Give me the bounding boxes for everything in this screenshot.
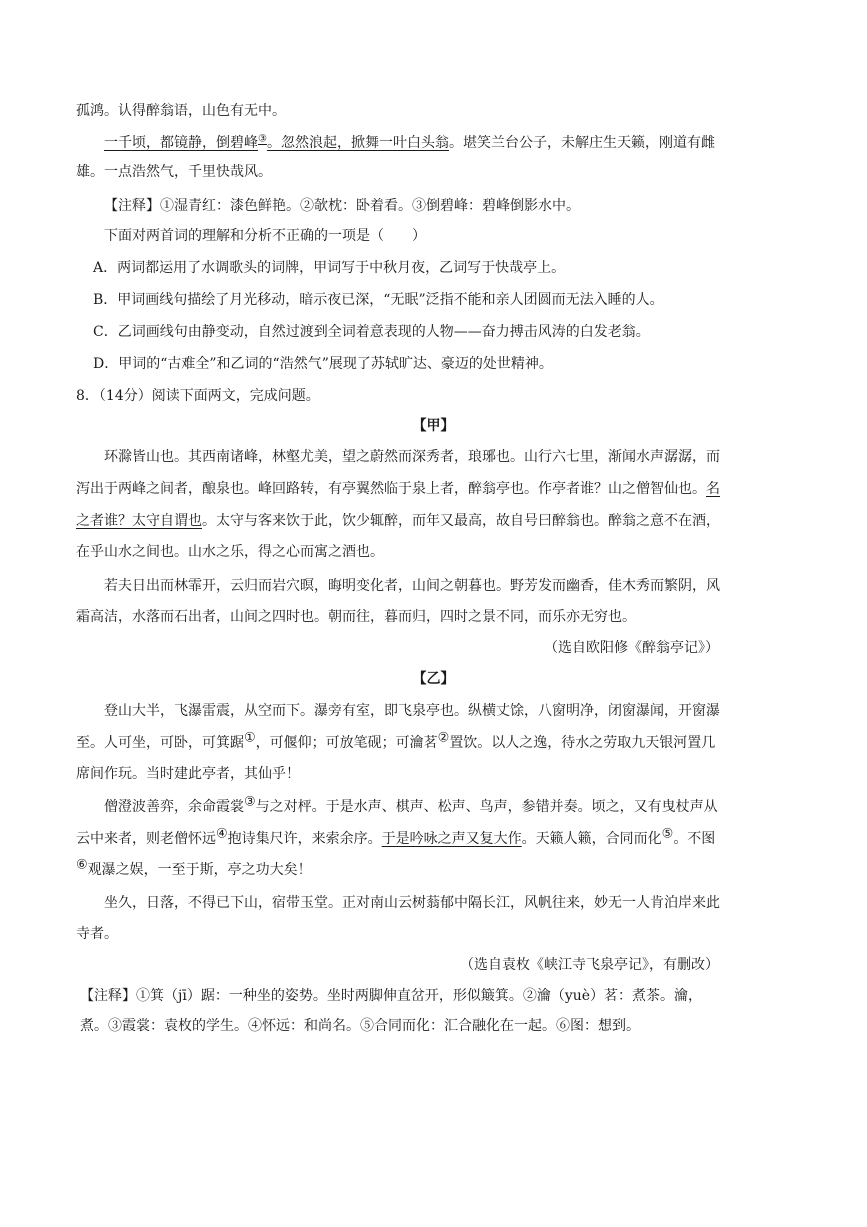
- yi-p3-line1: 坐久，日落，不得已下山，宿带玉堂。正对南山云树蓊郁中隔长江，风帆往来，妙无一人肯泊岸来此: [104, 895, 720, 911]
- text-span: 观瀑之娱，一至于斯，亭之功大矣！: [87, 862, 312, 878]
- text-span: 云中来者，则老僧怀远: [76, 831, 216, 847]
- section-title-jia: 【甲】: [412, 418, 455, 434]
- poem-line-3: 雄。一点浩然气，千里快哉风。: [76, 164, 272, 180]
- jia-p1-line2: [76, 479, 720, 499]
- text-span: ，可偃仰；可放笔砚；可瀹茗: [255, 735, 438, 751]
- footnote-marker: ③: [258, 133, 267, 145]
- yi-p3-line2: 寺者。: [76, 926, 118, 942]
- text-span: 。太守与客来饮于此，饮少辄醉，而年又最高，故自号曰醉翁也。醉翁之意不在酒，: [202, 513, 720, 529]
- footnote-marker: ④: [216, 826, 228, 842]
- yi-p2-line2: [76, 826, 716, 849]
- yi-p1-line3: 席间作玩。当时建此亭者，其仙乎！: [76, 766, 300, 782]
- jia-p1-line4: 在乎山水之间也。山水之乐，得之心而寓之酒也。: [76, 544, 384, 560]
- footnote-marker: ⑤: [661, 826, 674, 842]
- question-7-stem: 下面对两首词的理解和分析不正确的一项是（ ）: [104, 228, 426, 244]
- footnote-marker: ①: [244, 730, 256, 746]
- option-a: A．两词都运用了水调歌头的词牌，甲词写于中秋月夜，乙词写于快哉亭上。: [93, 260, 566, 276]
- text-span: 。不图: [673, 831, 716, 847]
- option-c: C．乙词画线句由静变动，自然过渡到全词着意表现的人物——奋力搏击风涛的白发老翁。: [93, 324, 650, 340]
- jia-source: （选自欧阳修《醉翁亭记》）: [544, 640, 719, 656]
- footnote-marker: ②: [437, 730, 450, 746]
- yi-p2-line1: [104, 794, 718, 817]
- yi-note-line1: 【注释】①箕（jī）踞：一种坐的姿势。坐时两脚伸直岔开，形似簸箕。②瀹（yuè）茗：煮茶。瀹，: [80, 988, 703, 1004]
- poem-line-1: 孤鸿。认得醉翁语，山色有无中。: [76, 103, 286, 119]
- text-span: 与之对枰。于是水声、棋声、松声、鸟声，参错并奏。顷之，又有曳杖声从: [255, 799, 718, 815]
- yi-p1-line1: 登山大半，飞瀑雷震，从空而下。瀑旁有室，即飞泉亭也。纵横丈馀，八窗明净，闭窗瀑闻，开窗瀑: [104, 703, 720, 719]
- section-title-yi: 【乙】: [412, 671, 455, 687]
- yi-p2-line3: [76, 857, 312, 880]
- text-span: 泻出于两峰之间者，酿泉也。峰回路转，有亭翼然临于泉上者，醉翁亭也。作亭者谁？山之僧智仙也。: [76, 481, 706, 497]
- option-b: B．甲词画线句描绘了月光移动，暗示夜已深，“无眠”泛指不能和亲人团圆而无法入睡的人。: [93, 292, 664, 308]
- footnote-marker: ⑥: [76, 857, 88, 873]
- jia-p2-line1: 若夫日出而林霏开，云归而岩穴暝，晦明变化者，山间之朝暮也。野芳发而幽香，佳木秀而繁阴，风: [104, 578, 720, 594]
- underlined-phrase: 名: [706, 481, 720, 497]
- underlined-phrase: 之者谁？太守自谓也: [76, 513, 202, 529]
- underlined-phrase: 一千顷，都镜静，倒碧峰: [104, 135, 258, 151]
- poem-line-2: [104, 133, 715, 153]
- yi-p1-line2: [76, 730, 716, 753]
- underlined-phrase: 。忽然浪起，掀舞一叶白头翁: [266, 135, 449, 151]
- yi-source: （选自袁枚《峡江寺飞泉亭记》，有删改）: [460, 957, 719, 973]
- text-span: 。堪笑兰台公子，未解庄生天籁，刚道有雌: [448, 135, 715, 151]
- yi-note-line2: 煮。③霞裳：袁枚的学生。④怀远：和尚名。⑤合同而化：汇合融化在一起。⑥图：想到。: [80, 1018, 640, 1034]
- text-span: 抱诗集尺许，来索余序。: [227, 831, 382, 847]
- footnote-marker: ③: [244, 794, 256, 810]
- question-8-stem: 8．（14分）阅读下面两文，完成问题。: [76, 388, 320, 404]
- jia-p1-line1: 环滁皆山也。其西南诸峰，林壑尤美，望之蔚然而深秀者，琅琊也。山行六七里，渐闻水声潺潺，而: [104, 449, 720, 465]
- jia-p1-line3: [76, 511, 720, 531]
- jia-p2-line2: 霜高洁，水落而石出者，山间之四时也。朝而往，暮而归，四时之景不同，而乐亦无穷也。: [76, 609, 636, 625]
- option-d: D．甲词的“古难全”和乙词的“浩然气”展现了苏轼旷达、豪迈的处世精神。: [93, 356, 553, 372]
- underlined-phrase: 于是吟咏之声又复大作: [381, 831, 522, 847]
- text-span: 僧澄波善弈，余命霞裳: [104, 799, 244, 815]
- text-span: 。天籁人籁，合同而化: [521, 831, 662, 847]
- text-span: 至。人可坐，可卧，可箕踞: [76, 735, 244, 751]
- poem-note: 【注释】①湿青红：漆色鲜艳。②欹枕：卧着看。③倒碧峰：碧峰倒影水中。: [104, 198, 580, 214]
- text-span: 置饮。以人之逸，待水之劳取九天银河置几: [449, 735, 716, 751]
